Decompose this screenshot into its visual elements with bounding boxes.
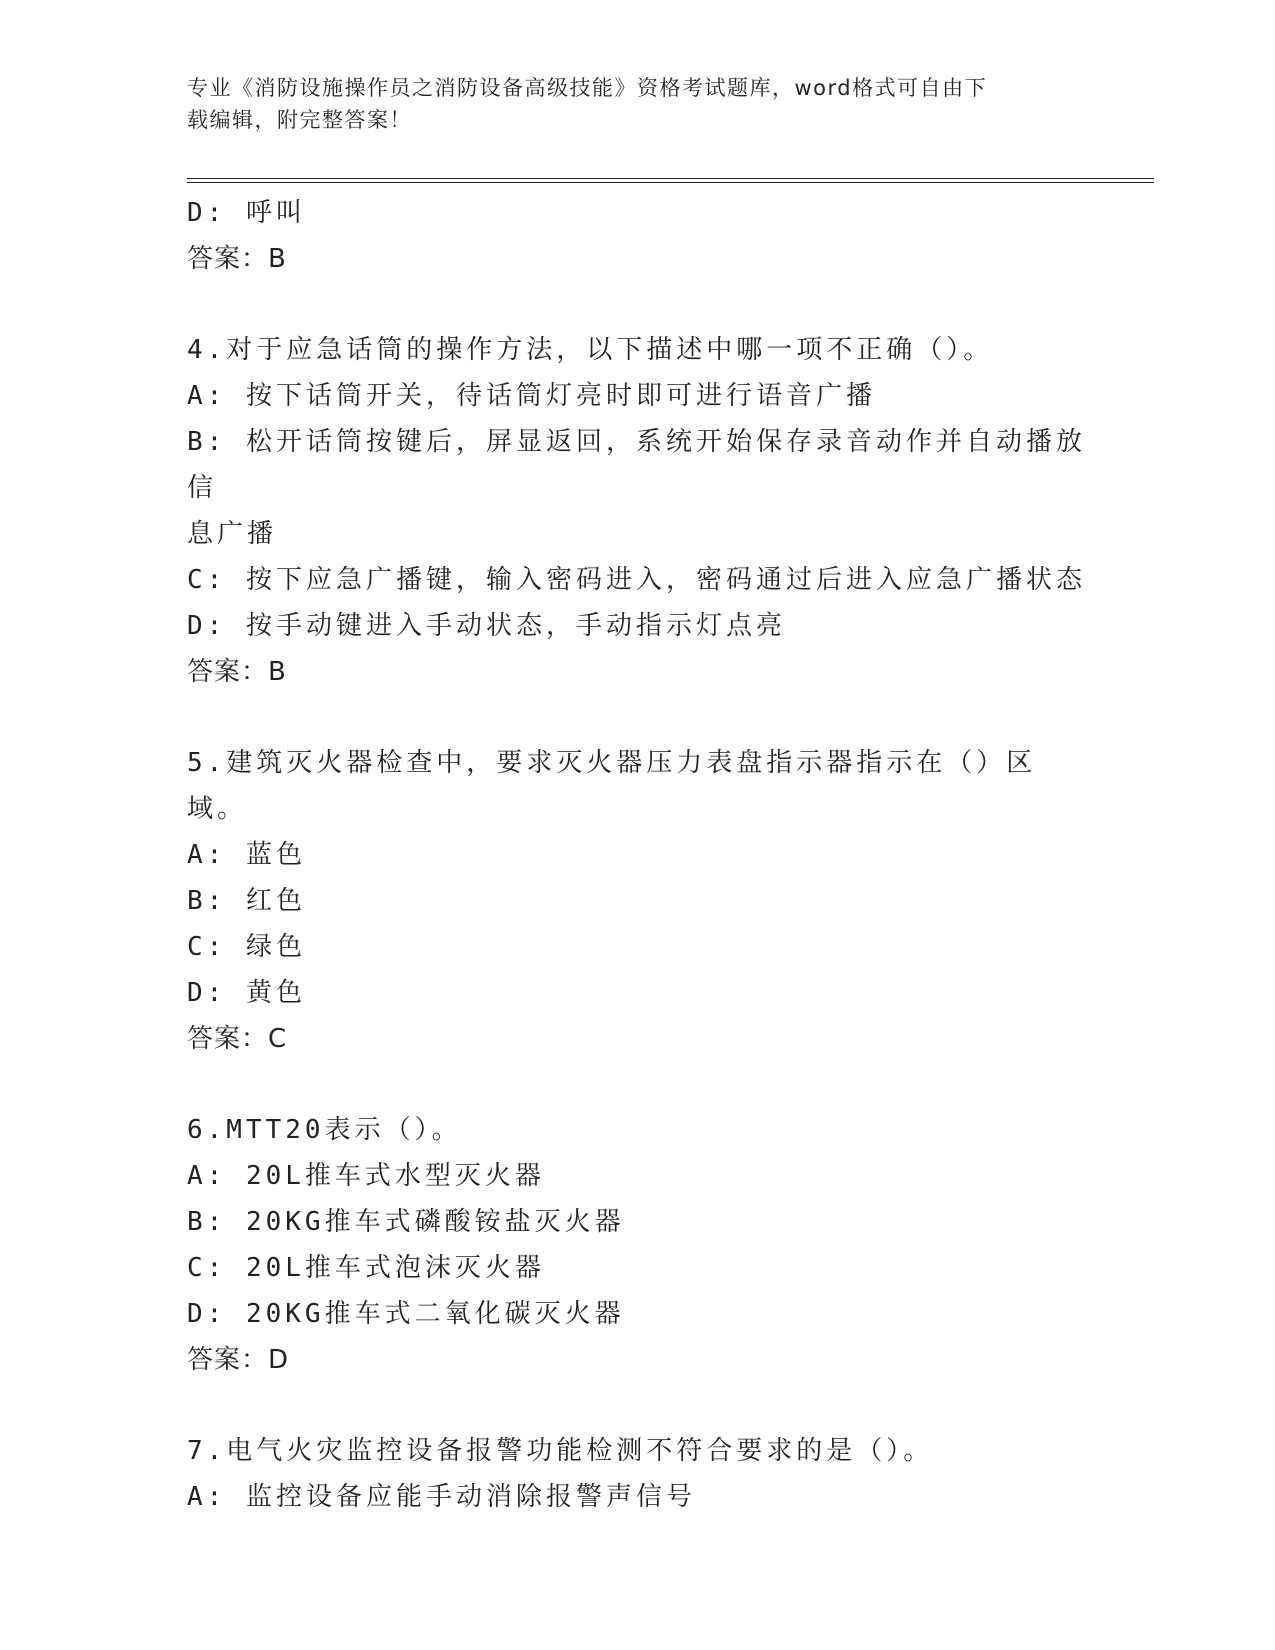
option-b: B: 松开话筒按键后，屏显返回，系统开始保存录音动作并自动播放信 xyxy=(187,427,1086,503)
option-c: C: 20L推车式泡沫灭火器 xyxy=(187,1253,545,1283)
option-c: C: 按下应急广播键，输入密码进入，密码通过后进入应急广播状态 xyxy=(187,565,1086,595)
answer-line: 答案：C xyxy=(187,1024,288,1054)
option-a: A: 20L推车式水型灭火器 xyxy=(187,1161,545,1191)
question-7 xyxy=(187,1428,1087,1520)
answer-line: 答案：B xyxy=(187,657,287,687)
question-stem: 6.MTT20表示（）。 xyxy=(187,1115,462,1145)
option-b: B: 20KG推车式磷酸铵盐灭火器 xyxy=(187,1207,625,1237)
header-line-1: 专业《消防设施操作员之消防设备高级技能》资格考试题库，word格式可自由下 xyxy=(187,76,988,100)
question-content xyxy=(187,190,1087,1520)
option-b: B: 红色 xyxy=(187,886,306,916)
option-a: A: 按下话筒开关，待话筒灯亮时即可进行语音广播 xyxy=(187,381,876,411)
header-divider-top xyxy=(187,178,1154,179)
option-d: D: 呼叫 xyxy=(187,198,306,228)
option-a: A: 蓝色 xyxy=(187,840,306,870)
answer-line: 答案：D xyxy=(187,1345,290,1375)
option-a: A: 监控设备应能手动消除报警声信号 xyxy=(187,1482,696,1512)
option-d: D: 黄色 xyxy=(187,978,306,1008)
document-header xyxy=(187,72,1067,136)
option-d: D: 按手动键进入手动状态，手动指示灯点亮 xyxy=(187,611,786,641)
question-stem: 4.对于应急话筒的操作方法，以下描述中哪一项不正确（）。 xyxy=(187,335,994,365)
question-4 xyxy=(187,327,1087,695)
answer-line: 答案：B xyxy=(187,244,287,274)
header-divider-bottom xyxy=(187,182,1154,183)
option-d: D: 20KG推车式二氧化碳灭火器 xyxy=(187,1299,625,1329)
option-b-continued: 息广播 xyxy=(187,519,278,549)
header-line-2: 载编辑，附完整答案！ xyxy=(187,108,412,132)
question-stem: 7.电气火灾监控设备报警功能检测不符合要求的是（）。 xyxy=(187,1436,934,1466)
question-5 xyxy=(187,740,1087,1062)
question-stem: 5.建筑灭火器检查中，要求灭火器压力表盘指示器指示在（）区域。 xyxy=(187,748,1037,824)
previous-question-tail xyxy=(187,190,1087,282)
option-c: C: 绿色 xyxy=(187,932,306,962)
question-6 xyxy=(187,1107,1087,1383)
